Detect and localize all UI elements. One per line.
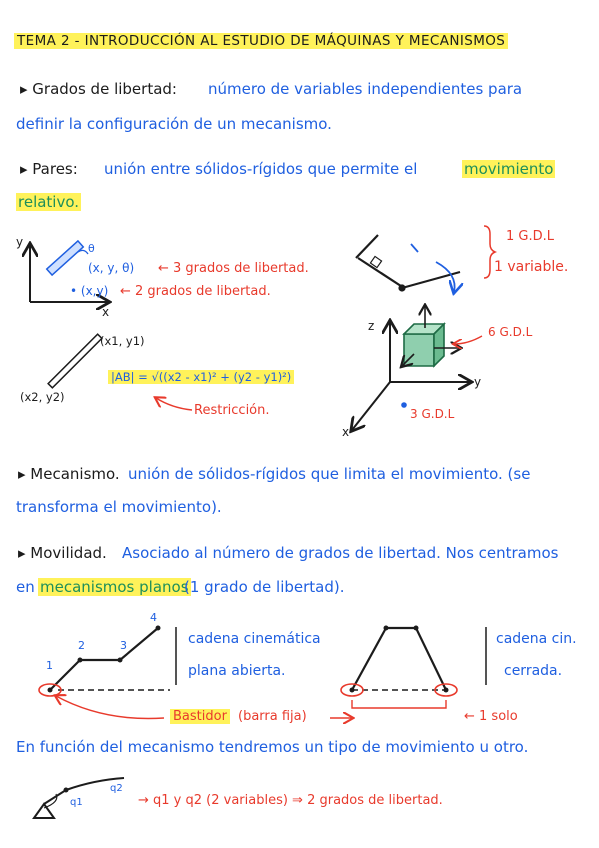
fig1-point-label: • (x,y) bbox=[70, 284, 109, 298]
mecanismo-def-1: unión de sólidos-rígidos que limita el movimiento. (se bbox=[128, 465, 531, 483]
fig4-axis-x: x bbox=[342, 425, 350, 439]
fig1-axis-y: y bbox=[16, 235, 24, 249]
fig1-bar bbox=[47, 241, 84, 275]
open-chain bbox=[50, 628, 170, 690]
fig3-formula: |AB| = √((x2 - x1)² + (y2 - y1)²) bbox=[108, 372, 294, 384]
fig1-bar-note: ← 3 grados de libertad. bbox=[158, 261, 309, 276]
fig1-point-note: ← 2 grados de libertad. bbox=[120, 284, 271, 299]
fig1-theta: θ bbox=[88, 242, 95, 255]
fig3-p1: (x1, y1) bbox=[100, 334, 145, 348]
fig4-cube bbox=[404, 324, 444, 366]
closed-chain-bracket bbox=[352, 700, 446, 708]
pares-term: ▸ Pares: bbox=[20, 160, 78, 178]
page-title: TEMA 2 - INTRODUCCIÓN AL ESTUDIO DE MÁQUINAS Y MECANISMOS bbox=[14, 35, 508, 49]
fig1-axis-x: x bbox=[102, 305, 110, 319]
closed-chain bbox=[352, 628, 446, 690]
movilidad-def-2c: (1 grado de libertad). bbox=[184, 578, 345, 596]
fig3-note: Restricción. bbox=[194, 403, 270, 418]
chain-n2: 2 bbox=[78, 639, 85, 652]
fig4-axis-y: y bbox=[474, 375, 482, 389]
fig2-gdl: 1 G.D.L bbox=[506, 229, 554, 244]
movilidad-term: ▸ Movilidad. bbox=[18, 544, 107, 562]
final-joint bbox=[64, 788, 69, 793]
fig4-cube-note-arrow bbox=[454, 336, 482, 344]
pares-def-1: unión entre sólidos-rígidos que permite el bbox=[104, 160, 418, 178]
fig3-p2: (x2, y2) bbox=[20, 390, 65, 404]
fig4-cube-note: 6 G.D.L bbox=[488, 325, 533, 339]
chain-n4: 4 bbox=[150, 611, 157, 624]
bastidor-arrow-left bbox=[56, 696, 164, 719]
pares-highlight-1: movimiento bbox=[464, 160, 554, 178]
mecanismo-def-2: transforma el movimiento). bbox=[16, 498, 222, 516]
open-chain-label-1: cadena cinemática bbox=[188, 631, 321, 647]
closed-chain-label-1: cadena cin. bbox=[496, 631, 577, 647]
movilidad-def-2a: en bbox=[16, 578, 35, 596]
final-q1: q1 bbox=[70, 797, 83, 808]
fig2-variable: 1 variable. bbox=[494, 259, 569, 275]
open-chain-label-2: plana abierta. bbox=[188, 663, 286, 679]
closed-chain-label-2: cerrada. bbox=[504, 663, 563, 679]
closed-chain-joints bbox=[350, 626, 449, 693]
fig1-theta-arc bbox=[78, 250, 88, 254]
grados-def-2: definir la configuración de un mecanismo. bbox=[16, 115, 332, 133]
chain-n3: 3 bbox=[120, 639, 127, 652]
fig3-restriction-arrow bbox=[156, 398, 192, 410]
funcion-text: En función del mecanismo tendremos un tipo de movimiento u otro. bbox=[16, 738, 529, 756]
fig4-point-note: 3 G.D.L bbox=[410, 407, 455, 421]
chain-n1: 1 bbox=[46, 659, 53, 672]
fig4-point bbox=[401, 402, 407, 408]
pares-highlight-2: relativo. bbox=[18, 193, 80, 211]
bastidor-paren: (barra fija) bbox=[238, 709, 307, 724]
fig3-bar bbox=[48, 334, 102, 388]
fig1-bar-label: (x, y, θ) bbox=[88, 261, 135, 275]
movilidad-def-2b: mecanismos planos bbox=[40, 578, 189, 596]
fig4-axis-z: z bbox=[368, 319, 375, 333]
movilidad-def-1: Asociado al número de grados de libertad. Nos centramos bbox=[122, 544, 559, 562]
final-note: → q1 y q2 (2 variables) ⇒ 2 grados de libertad. bbox=[138, 793, 443, 808]
bastidor-label: Bastidor bbox=[170, 710, 230, 723]
solo-label: ← 1 solo bbox=[464, 709, 518, 724]
grados-def-1: número de variables independientes para bbox=[208, 80, 523, 98]
mecanismo-term: ▸ Mecanismo. bbox=[18, 465, 120, 483]
grados-term: ▸ Grados de libertad: bbox=[20, 80, 177, 98]
fig2-link bbox=[356, 235, 460, 291]
final-q2: q2 bbox=[110, 783, 123, 794]
